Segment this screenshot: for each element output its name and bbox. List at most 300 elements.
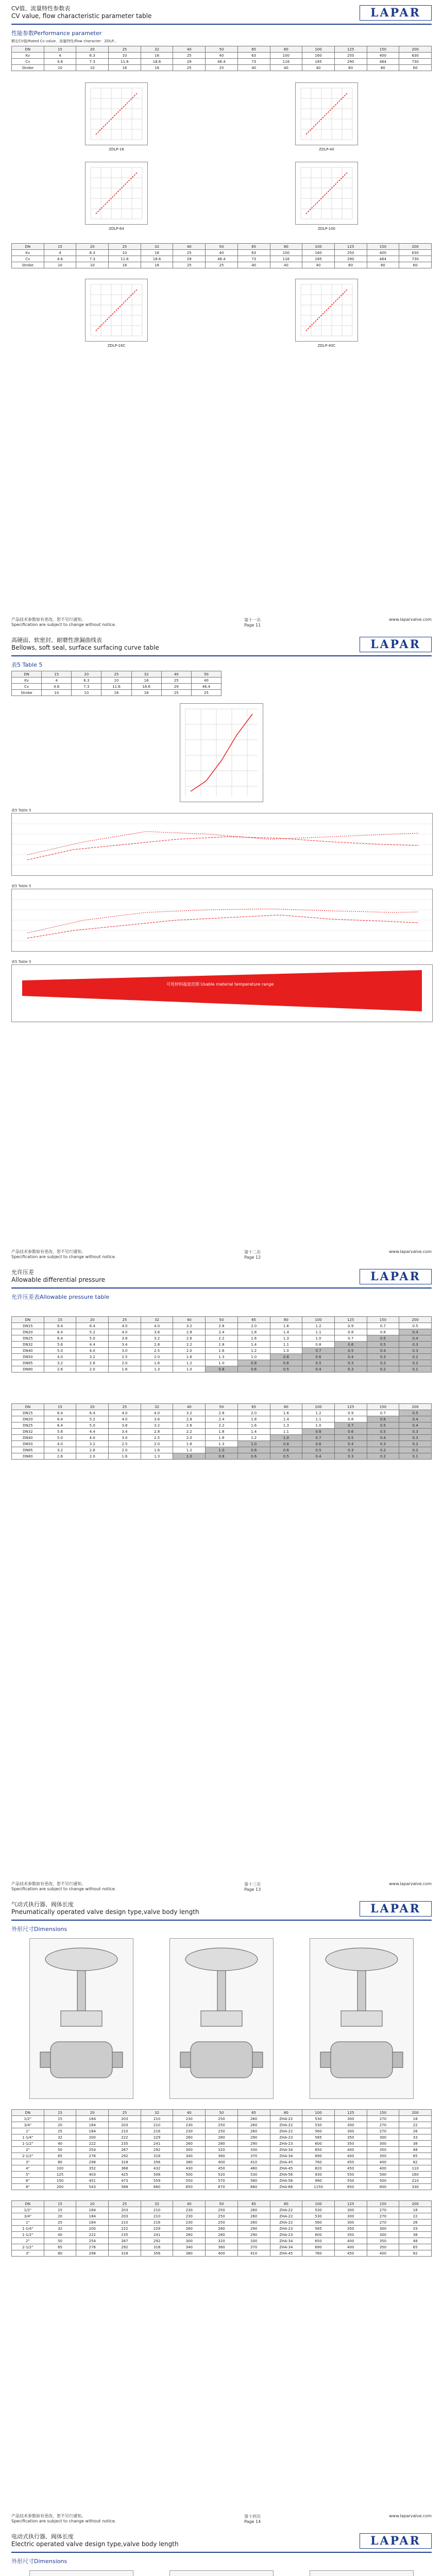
table-cell: 2.2: [206, 1335, 238, 1342]
table-cell: ZHA-22: [270, 2219, 302, 2226]
table-cell: 570: [206, 2178, 238, 2184]
table-cell: ZHA-23: [270, 2134, 302, 2141]
table-row: [12, 250, 432, 256]
table-cell: 330: [237, 2147, 270, 2153]
table-cell: 5.0: [76, 1335, 109, 1342]
table-header-cell: 32: [141, 2110, 173, 2116]
table-row: [12, 2184, 432, 2190]
table-cell: 0.5: [334, 1348, 367, 1354]
figure-caption: 表5 Table 5: [11, 884, 31, 888]
table-cell: 1.4: [237, 1429, 270, 1435]
table-cell: 4.0: [109, 1416, 141, 1422]
table-cell: 40: [302, 65, 335, 71]
table-cell: 3.2: [141, 1335, 173, 1342]
row-label: DN32: [12, 1429, 44, 1435]
table-cell: 16: [109, 262, 141, 268]
table-cell: 520: [206, 2172, 238, 2178]
table-cell: 2.0: [237, 1410, 270, 1416]
table-cell: 400: [367, 2165, 399, 2172]
page-label-en: Page 11: [244, 623, 261, 628]
table-cell: ZHA-23: [270, 2232, 302, 2238]
page-titles: [11, 637, 159, 651]
table-cell: 1.3: [206, 1441, 238, 1447]
table-cell: 260: [237, 2122, 270, 2128]
table-row: [12, 1422, 432, 1429]
table-cell: 5.2: [76, 1416, 109, 1422]
row-label: DN50: [12, 1441, 44, 1447]
table-cell: 0.3: [399, 1348, 432, 1354]
table-header-cell: 32: [141, 244, 173, 250]
footer-website: www.laparvalve.com: [389, 1249, 432, 1254]
table-row: [12, 1366, 432, 1372]
table-cell: 4.0: [141, 1410, 173, 1416]
page-2: [0, 632, 443, 1264]
table-cell: 229: [141, 2226, 173, 2232]
table-cell: 760: [302, 2250, 335, 2257]
table-cell: 6.4: [44, 1335, 76, 1342]
table-cell: ZHA-22: [270, 2213, 302, 2219]
table-cell: 200: [44, 2184, 76, 2190]
table-row: [12, 2153, 432, 2159]
table-header-cell: 50: [206, 244, 238, 250]
table-row: [12, 1441, 432, 1447]
table-header-cell: 50: [191, 671, 221, 677]
table-header-cell: 15: [44, 1317, 76, 1323]
table-cell: 600: [302, 2232, 335, 2238]
table-cell: 1.0: [206, 1447, 238, 1453]
table-row: [12, 256, 432, 262]
table-row: [12, 2128, 432, 2134]
table-cell: 32: [44, 2134, 76, 2141]
table-cell: 352: [76, 2165, 109, 2172]
footer-notes: [11, 1882, 116, 1892]
table-cell: 216: [141, 2128, 173, 2134]
table-cell: 6.4: [44, 1410, 76, 1416]
row-label: 2": [12, 2238, 44, 2244]
row-label: DN25: [12, 1335, 44, 1342]
electric-valve-drawing-3: [310, 2570, 414, 2576]
dim-table-2: [11, 2200, 432, 2257]
temperature-chart-1: [11, 813, 433, 876]
table-cell: 6.4: [44, 1329, 76, 1335]
table-cell: 2.0: [173, 1348, 206, 1354]
table-cell: 203: [109, 2213, 141, 2219]
table-cell: 250: [206, 2213, 238, 2219]
row-label: 1/2": [12, 2207, 44, 2213]
table-cell: 250: [206, 2116, 238, 2122]
table-cell: 16: [131, 677, 161, 684]
page-header: [11, 0, 432, 21]
table-cell: 60: [334, 65, 367, 71]
table-header-cell: 40: [173, 1317, 206, 1323]
table-row: [12, 2116, 432, 2122]
table-cell: 3.2: [44, 1447, 76, 1453]
table-cell: 2.2: [173, 1429, 206, 1435]
table-cell: 292: [141, 2147, 173, 2153]
table-cell: 270: [367, 2122, 399, 2128]
table-cell: ZHA-34: [270, 2153, 302, 2159]
footer-en: Specification are subject to change without notice.: [11, 1887, 116, 1891]
table-cell: 0.5: [367, 1429, 399, 1435]
lapar-logo: LAPAR: [360, 2533, 432, 2549]
table-cell: 73: [237, 59, 270, 65]
table-cell: 80: [44, 2159, 76, 2165]
table-row: [12, 1435, 432, 1441]
table-header-cell: 65: [237, 1317, 270, 1323]
table-cell: 4: [44, 53, 76, 59]
table-row: [12, 2213, 432, 2219]
table-cell: 270: [367, 2213, 399, 2219]
table-row: [12, 2134, 432, 2141]
table-cell: 2.2: [206, 1422, 238, 1429]
table-header-cell: 32: [141, 46, 173, 53]
table-cell: 400: [334, 2153, 367, 2159]
lapar-logo: LAPAR: [360, 1901, 432, 1917]
table-header-cell: 150: [367, 46, 399, 53]
table-cell: 380: [173, 2250, 206, 2257]
page-header: [11, 2528, 432, 2549]
table-cell: 432: [141, 2165, 173, 2172]
table-cell: 1.0: [173, 1453, 206, 1460]
table-cell: 360: [206, 2244, 238, 2250]
table-cell: ZHA-34: [270, 2244, 302, 2250]
table-cell: 1.4: [270, 1329, 302, 1335]
table-cell: 368: [109, 2165, 141, 2172]
table-cell: 29: [161, 684, 191, 690]
table-cell: 5.0: [44, 1435, 76, 1441]
page-label-cn: 第十三页: [244, 1882, 261, 1887]
table-header-cell: 20: [72, 671, 101, 677]
cv-table-2: [11, 243, 432, 268]
table-cell: 559: [141, 2178, 173, 2184]
row-label: Stroke: [12, 262, 44, 268]
table-cell: 5.0: [76, 1422, 109, 1429]
table-cell: 350: [367, 2244, 399, 2250]
table-cell: 25: [173, 250, 206, 256]
table-cell: 25: [191, 690, 221, 696]
table-cell: 0.7: [334, 1335, 367, 1342]
section-subhead: 性能参数Performance parameter: [11, 30, 102, 37]
table-cell: 425: [109, 2172, 141, 2178]
footer-notes: [11, 617, 116, 628]
table-header-cell: 40: [173, 46, 206, 53]
table-cell: 1.0: [302, 1422, 335, 1429]
table-header-cell: 65: [237, 244, 270, 250]
table-cell: 300: [367, 2232, 399, 2238]
table-cell: 2.6: [173, 1422, 206, 1429]
table-cell: 0.7: [367, 1323, 399, 1329]
chart-block: [295, 162, 358, 231]
table-cell: 340: [173, 2153, 206, 2159]
dim-table-1: [11, 2109, 432, 2190]
table-cell: 292: [141, 2238, 173, 2244]
table-cell: 40: [44, 2141, 76, 2147]
table-header-cell: 80: [270, 2110, 302, 2116]
table-cell: 1.0: [237, 1441, 270, 1447]
table-row: [12, 1348, 432, 1354]
table-cell: 4.6: [42, 684, 72, 690]
table-cell: 3.8: [109, 1335, 141, 1342]
chart-block: [295, 279, 358, 348]
page-titles: [11, 1901, 199, 1916]
row-label: 1-1/2": [12, 2141, 44, 2147]
table-cell: ZHA-34: [270, 2238, 302, 2244]
table-cell: 3.2: [76, 1441, 109, 1447]
table-cell: 300: [173, 2238, 206, 2244]
table-cell: 73: [237, 256, 270, 262]
table-cell: 4.0: [109, 1323, 141, 1329]
table-cell: 300: [367, 2141, 399, 2147]
table-cell: 160: [302, 250, 335, 256]
table-cell: 0.4: [367, 1435, 399, 1441]
table-cell: 5.0: [44, 1348, 76, 1354]
table-cell: 10: [72, 690, 101, 696]
table-cell: 0.5: [270, 1453, 302, 1460]
table-cell: 267: [109, 2238, 141, 2244]
table-cell: 2.0: [141, 1441, 173, 1447]
table-header-cell: 40: [173, 2110, 206, 2116]
table-cell: 11.6: [109, 59, 141, 65]
table-cell: 276: [76, 2153, 109, 2159]
table-cell: 40: [270, 262, 302, 268]
row-label: 3/4": [12, 2213, 44, 2219]
table-cell: 260: [237, 2128, 270, 2134]
table-cell: 3.8: [109, 1422, 141, 1429]
table-cell: 0.3: [334, 1447, 367, 1453]
table-header-cell: 65: [237, 1404, 270, 1410]
table-cell: ZHA-45: [270, 2159, 302, 2165]
table-cell: 0.3: [367, 1354, 399, 1360]
section-subhead: 表5 Table 5: [11, 662, 43, 668]
table-cell: 10: [101, 677, 131, 684]
table-cell: 40: [237, 262, 270, 268]
table-cell: 254: [76, 2238, 109, 2244]
table-header-cell: 125: [334, 1317, 367, 1323]
page-footer: [11, 617, 432, 628]
table-cell: 116: [270, 256, 302, 262]
table-row: [12, 1447, 432, 1453]
table-cell: 320: [206, 2238, 238, 2244]
table-cell: 276: [76, 2244, 109, 2250]
table-cell: 250: [206, 2128, 238, 2134]
table-header-cell: 20: [76, 1404, 109, 1410]
table-cell: 3.2: [173, 1323, 206, 1329]
table-header-cell: 50: [206, 1404, 238, 1410]
page-titles: [11, 5, 151, 20]
table-cell: 300: [334, 2213, 367, 2219]
table-cell: 4.0: [141, 1323, 173, 1329]
table-cell: 18.6: [141, 256, 173, 262]
table-header-cell: 125: [334, 1404, 367, 1410]
table-cell: 650: [173, 2184, 206, 2190]
table-cell: 1.4: [270, 1416, 302, 1422]
table-cell: 0.4: [302, 1366, 335, 1372]
header-rule: [11, 24, 432, 25]
table-cell: 380: [173, 2159, 206, 2165]
row-label: Kv: [12, 53, 44, 59]
table-header-cell: DN: [12, 1317, 44, 1323]
table-header-cell: 125: [334, 2201, 367, 2207]
table-header-cell: 15: [44, 46, 76, 53]
table-cell: 650: [334, 2184, 367, 2190]
table-cell: 63: [237, 250, 270, 256]
chart-caption: ZDLP-100: [317, 227, 336, 231]
table-cell: 15: [44, 2116, 76, 2122]
table-cell: 450: [206, 2165, 238, 2172]
table-cell: 0.8: [206, 1453, 238, 1460]
page-label-cn: 第十二页: [244, 1250, 261, 1255]
table-cell: 270: [367, 2128, 399, 2134]
table-cell: 1.0: [302, 1335, 335, 1342]
page-title-cn: 电动式执行器、阀体长度: [11, 2533, 74, 2540]
footer-website: www.laparvalve.com: [389, 2514, 432, 2518]
cv-chart-2: [295, 82, 358, 145]
table-cell: 318: [141, 2244, 173, 2250]
table-cell: 400: [334, 2244, 367, 2250]
table-cell: 1.6: [206, 1435, 238, 1441]
table-cell: 410: [237, 2250, 270, 2257]
table-cell: 403: [76, 2172, 109, 2178]
table-cell: 0.9: [334, 1410, 367, 1416]
row-label: 2-1/2": [12, 2153, 44, 2159]
table-cell: 550: [173, 2178, 206, 2184]
table-cell: 560: [302, 2219, 335, 2226]
table-cell: 0.7: [367, 1410, 399, 1416]
table-cell: 210: [109, 2219, 141, 2226]
table-cell: ZHA-22: [270, 2122, 302, 2128]
table-cell: 4.0: [76, 1435, 109, 1441]
table-cell: 184: [76, 2213, 109, 2219]
cv-chart-6: [295, 279, 358, 342]
table-header-cell: 40: [173, 244, 206, 250]
table-cell: 4.4: [76, 1429, 109, 1435]
table-cell: 32: [44, 2226, 76, 2232]
table-cell: 38: [399, 2141, 432, 2147]
page-number: [244, 1882, 261, 1892]
table-cell: 0.8: [237, 1447, 270, 1453]
table-cell: 2.0: [109, 1447, 141, 1453]
page-title-en: Bellows, soft seal, surface surfacing curve table: [11, 644, 159, 651]
table-cell: 0.8: [270, 1441, 302, 1447]
table-cell: 25: [173, 65, 206, 71]
temperature-chart-2: [11, 889, 433, 952]
table-row: [12, 1360, 432, 1366]
chart-block: [85, 162, 148, 231]
table-cell: 350: [367, 2153, 399, 2159]
table-cell: 2.6: [173, 1335, 206, 1342]
table-cell: 125: [44, 2172, 76, 2178]
table-header-cell: 150: [367, 2201, 399, 2207]
page-title-cn: 高硬面、软密封、耐磨性泄漏曲线表: [11, 637, 102, 643]
row-label: 3/4": [12, 2122, 44, 2128]
row-label: Kv: [12, 677, 42, 684]
table-cell: 400: [206, 2159, 238, 2165]
table-cell: 0.2: [367, 1447, 399, 1453]
table-cell: 690: [302, 2244, 335, 2250]
table-cell: 25: [161, 677, 191, 684]
table-cell: 290: [237, 2141, 270, 2147]
table-cell: 2.6: [44, 1366, 76, 1372]
table-cell: 2.0: [109, 1360, 141, 1366]
table-cell: 5.2: [76, 1329, 109, 1335]
table-header-cell: 50: [206, 46, 238, 53]
header-rule: [11, 2552, 432, 2553]
table-cell: 1.8: [237, 1416, 270, 1422]
row-label: DN80: [12, 1453, 44, 1460]
table-header-cell: 25: [109, 2110, 141, 2116]
table-cell: 3.0: [109, 1435, 141, 1441]
table-cell: 290: [237, 2134, 270, 2141]
table-cell: 0.2: [367, 1366, 399, 1372]
table-cell: ZHA-56: [270, 2178, 302, 2184]
table-header-cell: 50: [206, 2110, 238, 2116]
page-title-en: Pneumatically operated valve design type,valve body length: [11, 1908, 199, 1916]
table-cell: 0.2: [399, 1441, 432, 1447]
table-cell: 241: [141, 2141, 173, 2147]
table-cell: 300: [334, 2219, 367, 2226]
row-label: DN40: [12, 1348, 44, 1354]
table-header-cell: 80: [270, 1404, 302, 1410]
table-cell: 450: [334, 2250, 367, 2257]
table-row: [12, 1335, 432, 1342]
cv-chart-5: [85, 279, 148, 342]
table-cell: 18: [399, 2207, 432, 2213]
table-cell: 2.6: [44, 1453, 76, 1460]
table-cell: 568: [109, 2184, 141, 2190]
table-cell: ZHA-45: [270, 2165, 302, 2172]
table-cell: 0.3: [334, 1360, 367, 1366]
table-cell: 630: [399, 250, 432, 256]
table-cell: 16: [101, 690, 131, 696]
page-number: [244, 617, 261, 628]
table-cell: 200: [76, 2134, 109, 2141]
table-cell: 60: [334, 262, 367, 268]
table-cell: 16: [109, 65, 141, 71]
table-cell: 280: [206, 2141, 238, 2147]
table-cell: 0.2: [367, 1453, 399, 1460]
page-header: [11, 1264, 432, 1284]
table-cell: 1.3: [141, 1366, 173, 1372]
table-cell: 6.4: [44, 1416, 76, 1422]
table-cell: 2.6: [76, 1360, 109, 1366]
table-cell: 0.7: [302, 1348, 335, 1354]
page-3: [0, 1264, 443, 1896]
row-label: DN50: [12, 1354, 44, 1360]
table-cell: 300: [334, 2122, 367, 2128]
table-cell: 340: [173, 2244, 206, 2250]
footer-notes: [11, 2514, 116, 2524]
page-number: [244, 2514, 261, 2524]
table-cell: 0.2: [399, 1360, 432, 1366]
table-cell: 185: [302, 59, 335, 65]
table-cell: ZHA-23: [270, 2226, 302, 2232]
table-cell: 6.3: [76, 53, 109, 59]
table-cell: 260: [237, 2116, 270, 2122]
table-cell: 450: [334, 2165, 367, 2172]
table-cell: 473: [109, 2178, 141, 2184]
table-cell: 65: [399, 2153, 432, 2159]
table-cell: 360: [206, 2153, 238, 2159]
table-cell: 4.0: [44, 1354, 76, 1360]
chart-caption: ZDLP-40: [319, 147, 334, 151]
lapar-logo: LAPAR: [360, 637, 432, 652]
table-cell: 25: [44, 2128, 76, 2134]
table-cell: 0.3: [367, 1441, 399, 1447]
table-cell: 2.0: [76, 1453, 109, 1460]
table-cell: ZHA-34: [270, 2147, 302, 2153]
table-cell: 25: [161, 690, 191, 696]
table-cell: 230: [173, 2128, 206, 2134]
